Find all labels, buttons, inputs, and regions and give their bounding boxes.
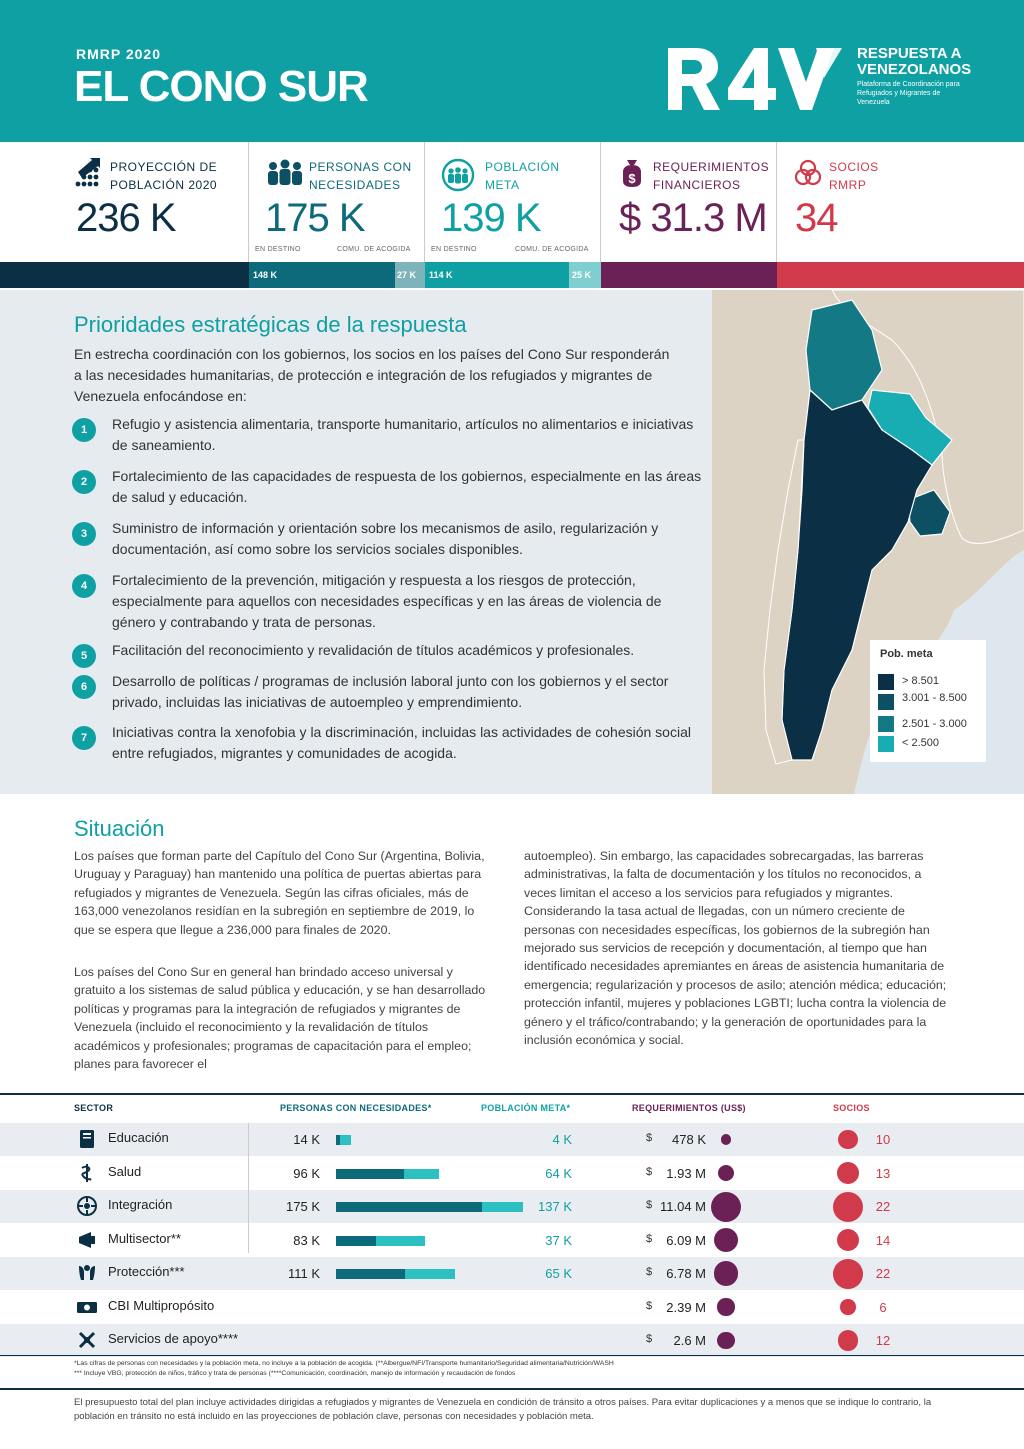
partners-dot: [838, 1330, 859, 1351]
stat-label: PERSONAS CON NECESIDADES: [309, 160, 412, 192]
meta-host-bar: [569, 262, 601, 288]
partners-value: 22: [875, 1199, 891, 1214]
stat-target-population: [425, 142, 601, 262]
partners-value: 13: [875, 1165, 891, 1181]
requirements-bar: [601, 262, 777, 288]
pin-value: 83 K: [293, 1232, 320, 1248]
table-notes: [74, 1359, 954, 1379]
situation-title: Situación: [74, 816, 165, 841]
target-population-icon: [441, 158, 475, 192]
priorities-intro: En estrecha coordinación con los gobiernos, los socios en los países del Cono Sur responderán a las necesidades humanitarias, de protección e integración de los refugiados y migrantes de Venezuela enfocándose en:: [74, 346, 670, 404]
partners-value: 6: [879, 1299, 887, 1315]
priorities-title: Prioridades estratégicas de la respuesta: [74, 312, 467, 337]
stat-label: REQUERIMIENTOS FINANCIEROS: [653, 160, 770, 192]
meta-destination-value: 114 K: [429, 270, 453, 280]
sector-name: CBI Multipropósito: [108, 1297, 215, 1313]
currency-symbol: $: [646, 1132, 653, 1144]
table-row: [0, 1291, 1024, 1324]
partners-dot: [837, 1162, 859, 1184]
table-row: [0, 1224, 1024, 1257]
stat-value: 175 K: [265, 196, 365, 240]
header-meta: POBLACIÓN META*: [481, 1103, 571, 1113]
stat-label: SOCIOS RMRP: [829, 160, 879, 192]
support-services-icon: [76, 1329, 98, 1351]
map-legend: [870, 640, 986, 762]
breakdown-host-label: COMU. DE ACOGIDA: [515, 246, 589, 253]
pin-value: 175 K: [286, 1199, 320, 1214]
stat-label: POBLACIÓN META: [485, 160, 560, 192]
pin-host-value: 27 K: [397, 270, 417, 280]
stat-value: $ 31.3 M: [619, 196, 767, 240]
meta-value: 137 K: [538, 1199, 572, 1214]
requirement-dot: [714, 1261, 739, 1286]
partners-dot: [833, 1259, 863, 1289]
population-projection-icon: [74, 158, 104, 188]
partners-dot: [837, 1229, 860, 1252]
priority-number: 3: [72, 522, 96, 546]
stat-label: PROYECCIÓN DE POBLACIÓN 2020: [110, 160, 218, 192]
meta-value: 64 K: [545, 1165, 572, 1181]
integration-icon: [76, 1195, 98, 1217]
legend-swatch: [878, 674, 894, 690]
sector-name: Integración: [108, 1197, 173, 1212]
protection-icon: [76, 1262, 98, 1284]
breakdown-host-label: COMU. DE ACOGIDA: [337, 246, 411, 253]
footer-note: El presupuesto total del plan incluye actividades dirigidas a refugiados y migrantes de Venezuela en condición de tránsito a otros países. Para evitar duplicaciones y a menos que se indique lo contrario, la población en tránsito no está incluido en las proyecciones de población clave, personas con necesidades y población meta.: [74, 1397, 932, 1422]
partners-value: 12: [875, 1333, 891, 1348]
stat-projection: [50, 142, 249, 262]
partners-value: 10: [875, 1132, 891, 1147]
breakdown-destination-label: EN DESTINO: [431, 246, 477, 253]
legend-label: > 8.501: [902, 675, 940, 687]
meta-value: 65 K: [545, 1266, 572, 1281]
meta-bar: [336, 1236, 376, 1246]
partners-dot: [838, 1130, 857, 1149]
partners-value: 14: [875, 1232, 891, 1248]
stat-financial-requirements: [601, 142, 777, 262]
pin-value: 96 K: [293, 1165, 320, 1181]
stat-value: 34: [795, 196, 838, 240]
pin-value: 14 K: [293, 1132, 320, 1147]
situation-paragraph: Los países del Cono Sur en general han brindado acceso universal y gratuito a los sistemas de salud pública y educación, y se han desarrollado políticas y programas para la integración de refugiados y migrantes de Venezuela (incluido el reconocimiento y la revalidación de títulos académicos y profesionales; programas de capacitación para el empleo; planes para favorecer el: [74, 965, 486, 1072]
situation-paragraph: Los países que forman parte del Capítulo del Cono Sur (Argentina, Bolivia, Uruguay y Paraguay) han mantenido una política de puertas abiertas para refugiados y migrantes de Venezuela. Según las cifras oficiales, más de 163,000 venezolanos residían en la subregión en septiembre de 2019, lo que se espera que llegue a 236,000 para finales de 2020.: [74, 849, 485, 937]
partners-value: 22: [875, 1266, 891, 1281]
requirement-dot: [718, 1165, 734, 1181]
meta-destination-bar: [425, 262, 569, 288]
multisector-icon: [76, 1229, 98, 1251]
requirement-value: 6.78 M: [666, 1266, 706, 1281]
header-sector: SECTOR: [74, 1103, 114, 1113]
meta-value: 37 K: [545, 1232, 572, 1248]
table-row: [0, 1190, 1024, 1223]
currency-symbol: $: [646, 1165, 653, 1178]
partners-dot: [840, 1299, 855, 1314]
legend-title: Pob. meta: [880, 648, 933, 660]
header-banner: [0, 0, 1024, 142]
requirement-value: 478 K: [672, 1132, 706, 1147]
priority-number: 2: [72, 470, 96, 494]
people-in-need-icon: [265, 158, 305, 188]
table-bottom-rule: [0, 1355, 1024, 1356]
education-icon: [76, 1128, 98, 1150]
pin-destination-value: 148 K: [253, 270, 278, 280]
report-subtitle: RMRP 2020: [76, 46, 162, 62]
partners-bar: [777, 262, 1024, 288]
projection-bar: [0, 262, 249, 288]
key-figures: [0, 142, 1024, 290]
requirement-value: 2.6 M: [673, 1333, 706, 1348]
sector-name: Protección***: [108, 1264, 185, 1279]
partners-dot: [833, 1192, 863, 1222]
note-line: *Las cifras de personas con necesidades y la población meta, no incluye a la población de acogida. (**Albergue/NFI/Transporte humanitario/Seguridad alimentaria/Nutrición/WASH: [74, 1360, 614, 1367]
priority-number: 4: [72, 574, 96, 598]
meta-bar: [336, 1269, 405, 1279]
legend-label: 2.501 - 3.000: [902, 718, 967, 730]
pin-destination-bar: [249, 262, 395, 288]
cash-icon: [76, 1296, 98, 1318]
table-row: [0, 1123, 1024, 1156]
logo-title: RESPUESTA A VENEZOLANOS: [857, 45, 972, 78]
requirement-dot: [714, 1228, 738, 1252]
priority-text: Desarrollo de políticas / programas de inclusión laboral junto con los gobiernos y el sector privado, incluidas las iniciativas de autoempleo y emprendimiento.: [112, 673, 669, 710]
requirement-dot: [717, 1332, 735, 1350]
sector-name: Servicios de apoyo****: [108, 1331, 239, 1346]
r4v-logo-icon: [666, 44, 846, 112]
table-row: [0, 1257, 1024, 1290]
currency-symbol: $: [646, 1232, 653, 1245]
meta-value: 4 K: [552, 1132, 572, 1147]
legend-swatch: [878, 694, 894, 710]
pin-host-bar: [395, 262, 425, 288]
legend-label: < 2.500: [902, 737, 940, 749]
stat-partners: [777, 142, 977, 262]
priority-text: Iniciativas contra la xenofobia y la discriminación, incluidas las actividades de cohesión social entre refugiados, migrantes y comunidades de acogida.: [112, 724, 691, 761]
meta-bar: [336, 1135, 340, 1145]
legend-swatch: [878, 716, 894, 732]
priority-text: Suministro de información y orientación sobre los mecanismos de asilo, regularización y documentación, así como sobre los servicios sociales disponibles.: [112, 520, 659, 557]
requirement-value: 11.04 M: [659, 1199, 706, 1214]
currency-symbol: $: [646, 1266, 653, 1278]
sector-name: Multisector**: [108, 1230, 181, 1246]
table-row: [0, 1324, 1024, 1357]
priority-text: Refugio y asistencia alimentaria, transporte humanitario, artículos no alimentarios e iniciativas de saneamiento.: [112, 416, 694, 453]
partners-icon: [793, 158, 823, 188]
priority-number: 5: [72, 644, 96, 668]
priority-number: 7: [72, 726, 96, 750]
priority-text: Fortalecimiento de las capacidades de respuesta de los gobiernos, especialmente en las áreas de salud y educación.: [112, 468, 702, 505]
currency-symbol: $: [646, 1199, 653, 1211]
priority-text: Fortalecimiento de la prevención, mitigación y respuesta a los riesgos de protección, especialmente para aquellos con necesidades específicas y en las áreas de violencia de género y contrabando y trata de personas.: [112, 572, 662, 630]
header-partners: SOCIOS: [833, 1103, 870, 1113]
meta-host-value: 25 K: [572, 270, 592, 280]
table-top-rule: [0, 1093, 1024, 1095]
note-line: *** Incluye VBG, protección de niños, tráfico y trata de personas (****Comunicación, coordinación, manejo de información y recaudación de fondos: [74, 1370, 516, 1377]
requirement-value: 6.09 M: [666, 1232, 706, 1248]
money-bag-icon: [617, 158, 647, 188]
priority-number: 1: [72, 418, 96, 442]
stat-value: 236 K: [76, 196, 176, 240]
requirement-dot: [717, 1298, 734, 1315]
situation-paragraph: autoempleo). Sin embargo, las capacidades sobrecargadas, las barreras administrativas, la falta de documentación y los títulos no reconocidos, a veces limitan el acceso a los servicios para refugiados y migrantes. Considerando la tasa actual de llegadas, con un número creciente de personas con necesidades específicas, los gobiernos de la subregión han mejorado sus servicios de recepción y documentación, al tiempo que han identificado necesidades apremiantes en áreas de asistencia humanitaria de emergencia; regularización y procesos de asilo; atención médica; educación; protección infantil, mujeres y poblaciones LGBTI; lucha contra la violencia de género y el tráfico/contrabando; y la generación de oportunidades para la inclusión económica y social.: [524, 849, 947, 1048]
requirement-dot: [711, 1192, 741, 1222]
stat-value: 139 K: [441, 196, 541, 240]
stat-people-in-need: [249, 142, 425, 262]
header-requirements: REQUERIMIENTOS (US$): [632, 1103, 746, 1113]
column-divider: [248, 1123, 249, 1253]
sector-name: Educación: [108, 1130, 169, 1145]
currency-symbol: $: [646, 1333, 653, 1345]
requirement-dot: [721, 1134, 732, 1145]
footer-rule: [0, 1388, 1024, 1390]
requirement-value: 2.39 M: [666, 1299, 706, 1315]
breakdown-destination-label: EN DESTINO: [255, 246, 301, 253]
pin-value: 111 K: [287, 1266, 320, 1281]
legend-label: 3.001 - 8.500: [902, 692, 967, 704]
meta-bar: [336, 1169, 404, 1179]
health-icon: [76, 1162, 98, 1184]
svg-text:$: $: [628, 171, 636, 186]
currency-symbol: $: [646, 1299, 653, 1312]
logo-subtitle: Plataforma de Coordinación para Refugiados y Migrantes de Venezuela: [857, 81, 960, 106]
legend-swatch: [878, 736, 894, 752]
sector-name: Salud: [108, 1163, 142, 1179]
header-pin: PERSONAS CON NECESIDADES*: [280, 1103, 432, 1113]
priority-number: 6: [72, 675, 96, 699]
priority-text: Facilitación del reconocimiento y revalidación de títulos académicos y profesionales.: [112, 642, 635, 658]
meta-bar: [336, 1202, 482, 1212]
requirement-value: 1.93 M: [666, 1165, 706, 1181]
table-row: [0, 1157, 1024, 1190]
page-title: EL CONO SUR: [74, 62, 368, 111]
